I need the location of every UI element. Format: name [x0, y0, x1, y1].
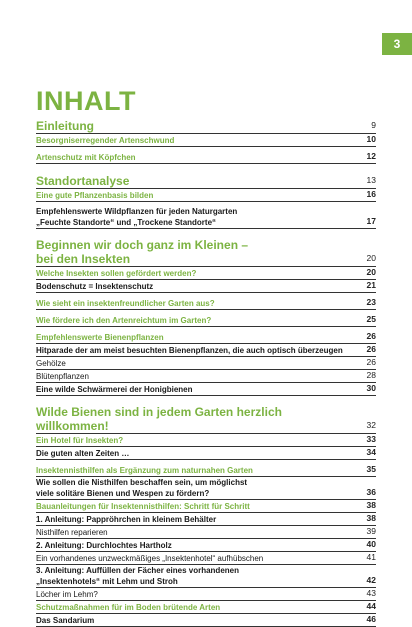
toc-entry-title-line: Beginnen wir doch ganz im Kleinen –	[36, 238, 249, 252]
toc-entry-page: 40	[366, 539, 376, 549]
toc-entry-title-line: Bodenschutz = Insektenschutz	[36, 282, 154, 291]
table-of-contents	[36, 86, 376, 627]
toc-entry-title-line: Hitparade der am meist besuchten Bienenpflanzen, die auch optisch überzeugen	[36, 346, 343, 355]
toc-entry-page: 20	[366, 253, 376, 263]
toc-entry-title-line: Empfehlenswerte Bienenpflanzen	[36, 333, 164, 342]
toc-entry-page: 38	[366, 513, 376, 523]
toc-entry-title-line: 1. Anleitung: Pappröhrchen in kleinem Behälter	[36, 515, 217, 524]
toc-entry-page: 16	[366, 189, 376, 199]
toc-entry-title	[36, 589, 354, 600]
toc-entry-title	[36, 501, 354, 512]
toc-entry-title-line: 3. Anleitung: Auffüllen der Fächer eines vorhandenen	[36, 566, 239, 575]
toc-entry-page: 28	[366, 370, 376, 380]
toc-entry-plain[interactable]	[36, 588, 376, 601]
toc-entry-title	[36, 315, 354, 326]
toc-entry-plain[interactable]	[36, 357, 376, 370]
toc-entry-page: 32	[366, 420, 376, 430]
toc-entry-item[interactable]	[36, 513, 376, 526]
toc-entry-sub[interactable]	[36, 151, 376, 164]
toc-entry-sub[interactable]	[36, 297, 376, 310]
toc-entry-title-line: Standortanalyse	[36, 174, 130, 188]
toc-entry-title	[36, 332, 354, 343]
toc-entry-sub[interactable]	[36, 314, 376, 327]
spacer	[36, 164, 376, 173]
toc-entry-item[interactable]	[36, 206, 376, 229]
toc-entry-page: 12	[366, 151, 376, 161]
toc-entry-title	[36, 540, 354, 551]
toc-entry-item[interactable]	[36, 280, 376, 293]
page-number: 3	[393, 37, 401, 51]
toc-entry-title	[36, 152, 354, 163]
toc-entry-title	[36, 477, 354, 499]
toc-entry-title-line: Eine wilde Schwärmerei der Honigbienen	[36, 385, 193, 394]
toc-entry-plain[interactable]	[36, 526, 376, 539]
toc-entry-title-line: Besorgniserregender Artenschwund	[36, 136, 175, 145]
toc-entry-page: 44	[366, 601, 376, 611]
toc-entry-title	[36, 435, 354, 446]
toc-entry-sub[interactable]	[36, 134, 376, 147]
toc-entry-item[interactable]	[36, 614, 376, 627]
toc-entry-page: 43	[366, 588, 376, 598]
toc-entry-title-line: Artenschutz mit Köpfchen	[36, 153, 136, 162]
toc-entry-title-line: Ein Hotel für Insekten?	[36, 436, 124, 445]
toc-entry-item[interactable]	[36, 447, 376, 460]
toc-entry-title-line: Wie sieht ein insektenfreundlicher Garten aus?	[36, 299, 215, 308]
toc-list	[36, 118, 376, 627]
toc-entry-page: 38	[366, 500, 376, 510]
toc-entry-title	[36, 281, 354, 292]
toc-entry-page: 46	[366, 614, 376, 624]
toc-entry-page: 25	[366, 314, 376, 324]
toc-entry-title-line: Wie sollen die Nisthilfen beschaffen sein, um möglichst	[36, 478, 248, 487]
toc-entry-chapter[interactable]	[36, 238, 376, 267]
toc-entry-title-line: „Feuchte Standorte“ und „Trockene Standorte“	[36, 218, 217, 227]
toc-entry-page: 33	[366, 434, 376, 444]
page-number-tab	[382, 33, 412, 55]
toc-entry-sub[interactable]	[36, 601, 376, 614]
toc-entry-title-line: Ein vorhandenes unzweckmäßiges „Insektenhotel“ aufhübschen	[36, 554, 264, 563]
toc-entry-page: 20	[366, 267, 376, 277]
toc-entry-title-line: Schutzmaßnahmen für im Boden brütende Arten	[36, 603, 221, 612]
toc-entry-title-line: Löcher im Lehm?	[36, 590, 98, 599]
toc-entry-title-line: Eine gute Pflanzenbasis bilden	[36, 191, 154, 200]
toc-entry-sub[interactable]	[36, 267, 376, 280]
toc-entry-chapter[interactable]	[36, 173, 376, 189]
toc-entry-sub[interactable]	[36, 189, 376, 202]
toc-entry-title	[36, 190, 354, 201]
toc-entry-item[interactable]	[36, 383, 376, 396]
toc-entry-title-line: bei den Insekten	[36, 252, 131, 266]
toc-entry-title	[36, 405, 354, 433]
toc-entry-item[interactable]	[36, 477, 376, 500]
toc-entry-title	[36, 268, 354, 279]
toc-entry-page: 26	[366, 331, 376, 341]
toc-entry-title	[36, 384, 354, 395]
toc-entry-title	[36, 514, 354, 525]
toc-entry-title-line: Nisthilfen reparieren	[36, 528, 108, 537]
toc-entry-title-line: Gehölze	[36, 359, 66, 368]
toc-entry-title	[36, 358, 354, 369]
toc-entry-page: 39	[366, 526, 376, 536]
toc-entry-title	[36, 135, 354, 146]
toc-entry-page: 41	[366, 552, 376, 562]
toc-entry-chapter[interactable]	[36, 405, 376, 434]
toc-entry-title	[36, 119, 354, 133]
toc-entry-title-line: Insektennisthilfen als Ergänzung zum naturnahen Garten	[36, 466, 253, 475]
toc-entry-title-line: Wilde Bienen sind in jedem Garten herzlich willkommen!	[36, 405, 282, 433]
toc-entry-sub[interactable]	[36, 500, 376, 513]
toc-entry-page: 17	[366, 216, 376, 226]
toc-entry-title	[36, 615, 354, 626]
toc-entry-title	[36, 465, 354, 476]
page-title: INHALT	[36, 86, 136, 116]
toc-entry-title	[36, 345, 354, 356]
toc-entry-page: 42	[366, 575, 376, 585]
toc-entry-page: 30	[366, 383, 376, 393]
toc-entry-title-line: Wie fördere ich den Artenreichtum im Garten?	[36, 316, 212, 325]
toc-entry-title-line: Empfehlenswerte Wildpflanzen für jeden Naturgarten	[36, 207, 238, 216]
toc-entry-chapter[interactable]	[36, 118, 376, 134]
toc-entry-plain[interactable]	[36, 370, 376, 383]
toc-entry-item[interactable]	[36, 539, 376, 552]
toc-entry-title-line: viele solitäre Bienen und Wespen zu fördern?	[36, 489, 210, 498]
toc-entry-page: 26	[366, 344, 376, 354]
toc-entry-title	[36, 527, 354, 538]
spacer	[36, 229, 376, 238]
toc-entry-page: 9	[371, 120, 376, 130]
toc-entry-page: 34	[366, 447, 376, 457]
toc-entry-sub[interactable]	[36, 331, 376, 344]
toc-entry-title	[36, 206, 354, 228]
toc-entry-title-line: „Insektenhotels“ mit Lehm und Stroh	[36, 577, 178, 586]
toc-entry-page: 26	[366, 357, 376, 367]
toc-entry-title	[36, 448, 354, 459]
toc-entry-item[interactable]	[36, 344, 376, 357]
toc-entry-title	[36, 602, 354, 613]
toc-entry-page: 10	[366, 134, 376, 144]
toc-entry-title-line: 2. Anleitung: Durchlochtes Hartholz	[36, 541, 172, 550]
toc-entry-page: 36	[366, 487, 376, 497]
toc-entry-sub[interactable]	[36, 434, 376, 447]
toc-entry-title-line: Welche Insekten sollen gefördert werden?	[36, 269, 197, 278]
toc-entry-title	[36, 298, 354, 309]
toc-entry-plain[interactable]	[36, 552, 376, 565]
toc-entry-title	[36, 238, 354, 266]
toc-entry-title	[36, 174, 354, 188]
toc-entry-title-line: Bauanleitungen für Insektennisthilfen: Schritt für Schritt	[36, 502, 250, 511]
toc-entry-page: 35	[366, 464, 376, 474]
toc-entry-item[interactable]	[36, 565, 376, 588]
toc-entry-title-line: Blütenpflanzen	[36, 372, 89, 381]
toc-entry-title-line: Die guten alten Zeiten …	[36, 449, 130, 458]
toc-entry-page: 23	[366, 297, 376, 307]
toc-entry-title-line: Das Sandarium	[36, 616, 95, 625]
toc-entry-title	[36, 371, 354, 382]
toc-entry-sub[interactable]	[36, 464, 376, 477]
toc-entry-page: 13	[366, 175, 376, 185]
toc-entry-title-line: Einleitung	[36, 119, 94, 133]
toc-entry-title	[36, 553, 354, 564]
toc-entry-title	[36, 565, 354, 587]
toc-entry-page: 21	[366, 280, 376, 290]
spacer	[36, 396, 376, 405]
